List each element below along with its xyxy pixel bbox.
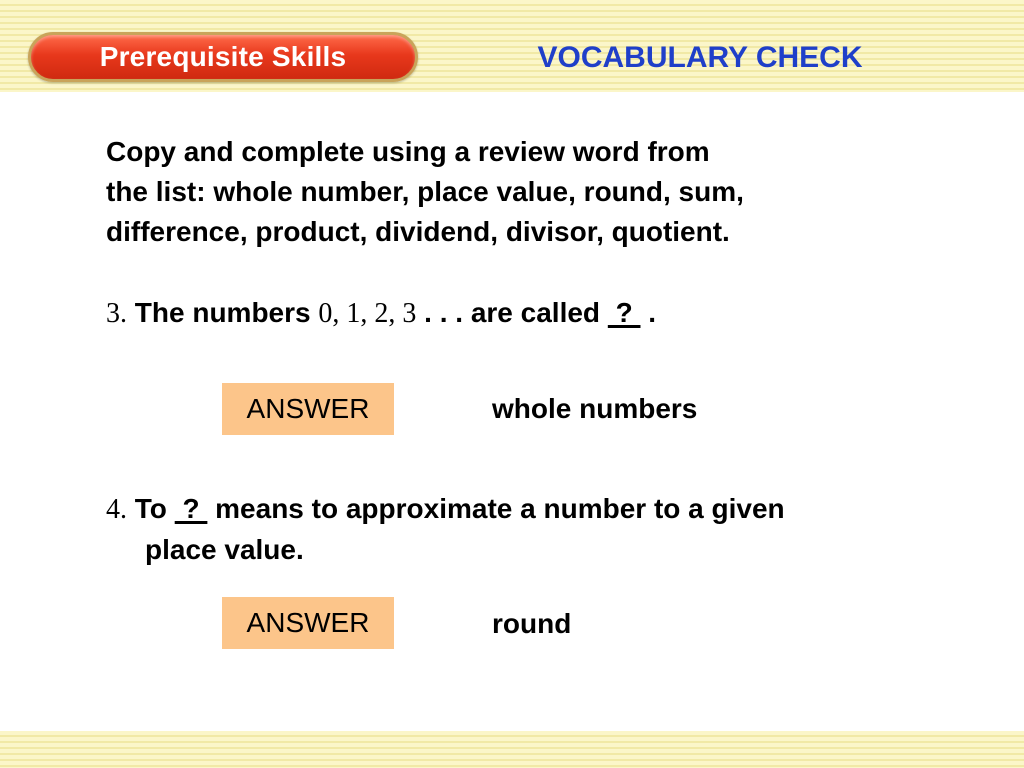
instructions (106, 132, 966, 252)
question-4-line-2: place value. (145, 534, 304, 565)
question-3 (106, 294, 656, 333)
answer-box-4 (222, 597, 394, 649)
page-title: VOCABULARY CHECK (537, 41, 863, 74)
instructions-line-1: Copy and complete using a review word from (106, 136, 710, 167)
question-number: 3. (106, 298, 127, 329)
question-4 (106, 489, 785, 570)
answer-label: ANSWER (246, 393, 370, 424)
question-number: 4. (106, 494, 127, 525)
question-4-line-1 (106, 489, 785, 530)
blank-placeholder: ? (607, 297, 641, 328)
answer-4: round (492, 608, 572, 639)
answer-3: whole numbers (492, 393, 698, 424)
question-text-end: means to approximate a number to a given (215, 493, 785, 524)
badge-label: Prerequisite Skills (99, 41, 347, 72)
instructions-line-2: the list: whole number, place value, round, sum, (106, 176, 744, 207)
question-text-end: . . . are called (424, 297, 601, 328)
answer-box-3 (222, 383, 394, 435)
instructions-line-3: difference, product, dividend, divisor, quotient. (106, 216, 730, 247)
prerequisite-skills-badge (28, 32, 418, 82)
number-sequence: 0, 1, 2, 3 (318, 298, 417, 329)
blank-placeholder: ? (174, 493, 208, 524)
question-period: . (648, 297, 657, 328)
question-text-start: The numbers (134, 297, 311, 328)
answer-label: ANSWER (246, 607, 370, 638)
question-text-start: To (134, 493, 167, 524)
footer-band (0, 731, 1024, 768)
